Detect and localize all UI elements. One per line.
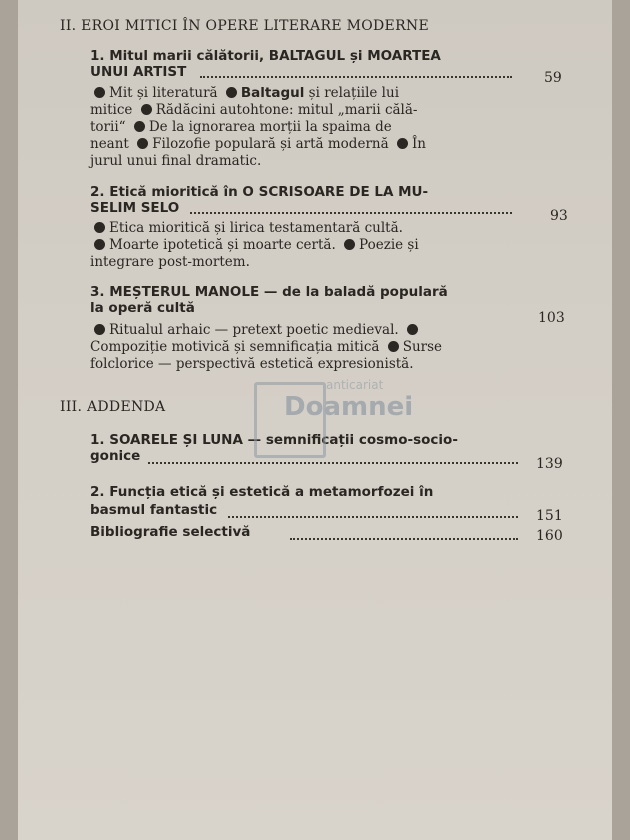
toc-entry-5-title-cont: basmul fantastic	[90, 502, 218, 518]
dot-leader	[190, 212, 512, 214]
section-title-iii: III. ADDENDA	[60, 399, 166, 415]
bullet-icon	[226, 87, 237, 98]
bullet-icon	[137, 138, 148, 149]
toc-entry-2-title-cont: SELIM SELO	[90, 200, 180, 216]
toc-entry-2-title: 2. Etică mioritică în O SCRISOARE DE LA MU-	[90, 184, 429, 200]
section-title-ii: II. EROI MITICI ÎN OPERE LITERARE MODERNE	[60, 18, 429, 34]
dot-leader	[200, 76, 512, 78]
entry-2-desc-line-2: Moarte ipotetică și moarte certă. Poezie și	[90, 237, 419, 253]
bullet-icon	[407, 324, 418, 335]
entry-3-desc-line-1: Ritualul arhaic — pretext poetic medieval.	[90, 322, 422, 338]
entry-3-desc-line-2: Compoziție motivică și semnificația mitică Surse	[90, 339, 443, 355]
toc-entry-1-title-cont: UNUI ARTIST	[90, 64, 187, 80]
dot-leader	[228, 516, 518, 518]
bullet-icon	[397, 138, 408, 149]
bullet-icon	[94, 239, 105, 250]
toc-entry-4-title-cont: gonice	[90, 448, 141, 464]
bullet-icon	[134, 121, 145, 132]
toc-entry-3-title: 3. MEȘTERUL MANOLE — de la baladă populară	[90, 284, 448, 300]
entry-2-desc-line-1: Etica mioritică și lirica testamentară cultă.	[90, 220, 403, 236]
page-number: 139	[536, 456, 563, 472]
bullet-icon	[344, 239, 355, 250]
dot-leader	[290, 538, 518, 540]
entry-2-desc-line-3: integrare post-mortem.	[90, 254, 250, 270]
entry-1-desc-line-4: neant Filozofie populară și artă modernă În	[90, 136, 426, 152]
entry-3-desc-line-3: folclorice — perspectivă estetică expresionistă.	[90, 356, 414, 372]
dot-leader	[148, 462, 518, 464]
book-page	[18, 0, 612, 840]
page-number: 160	[536, 528, 563, 544]
page-number: 59	[544, 70, 562, 86]
toc-entry-3-title-cont: la operă cultă	[90, 300, 195, 316]
watermark-logo: anticariat Doamnei	[254, 378, 424, 458]
toc-entry-5-title: 2. Funcția etică și estetică a metamorfozei în	[90, 484, 434, 500]
toc-entry-6-title: Bibliografie selectivă	[90, 524, 251, 540]
entry-1-desc-line-1: Mit și literatură Baltagul și relațiile lui	[90, 85, 399, 101]
toc-entry-4-title: 1. SOARELE ȘI LUNA — semnificații cosmo-socio-	[90, 432, 458, 448]
entry-1-desc-line-3: torii“ De la ignorarea morții la spaima de	[90, 119, 392, 135]
bullet-icon	[141, 104, 152, 115]
bullet-icon	[388, 341, 399, 352]
entry-1-desc-line-5: jurul unui final dramatic.	[90, 153, 262, 169]
page-number: 103	[538, 310, 565, 326]
bullet-icon	[94, 222, 105, 233]
entry-1-desc-line-2: mitice Rădăcini autohtone: mitul „marii călă-	[90, 102, 418, 118]
toc-entry-1-title: 1. Mitul marii călătorii, BALTAGUL și MOARTEA	[90, 48, 441, 64]
bullet-icon	[94, 87, 105, 98]
page-number: 93	[550, 208, 568, 224]
bullet-icon	[94, 324, 105, 335]
page-number: 151	[536, 508, 563, 524]
